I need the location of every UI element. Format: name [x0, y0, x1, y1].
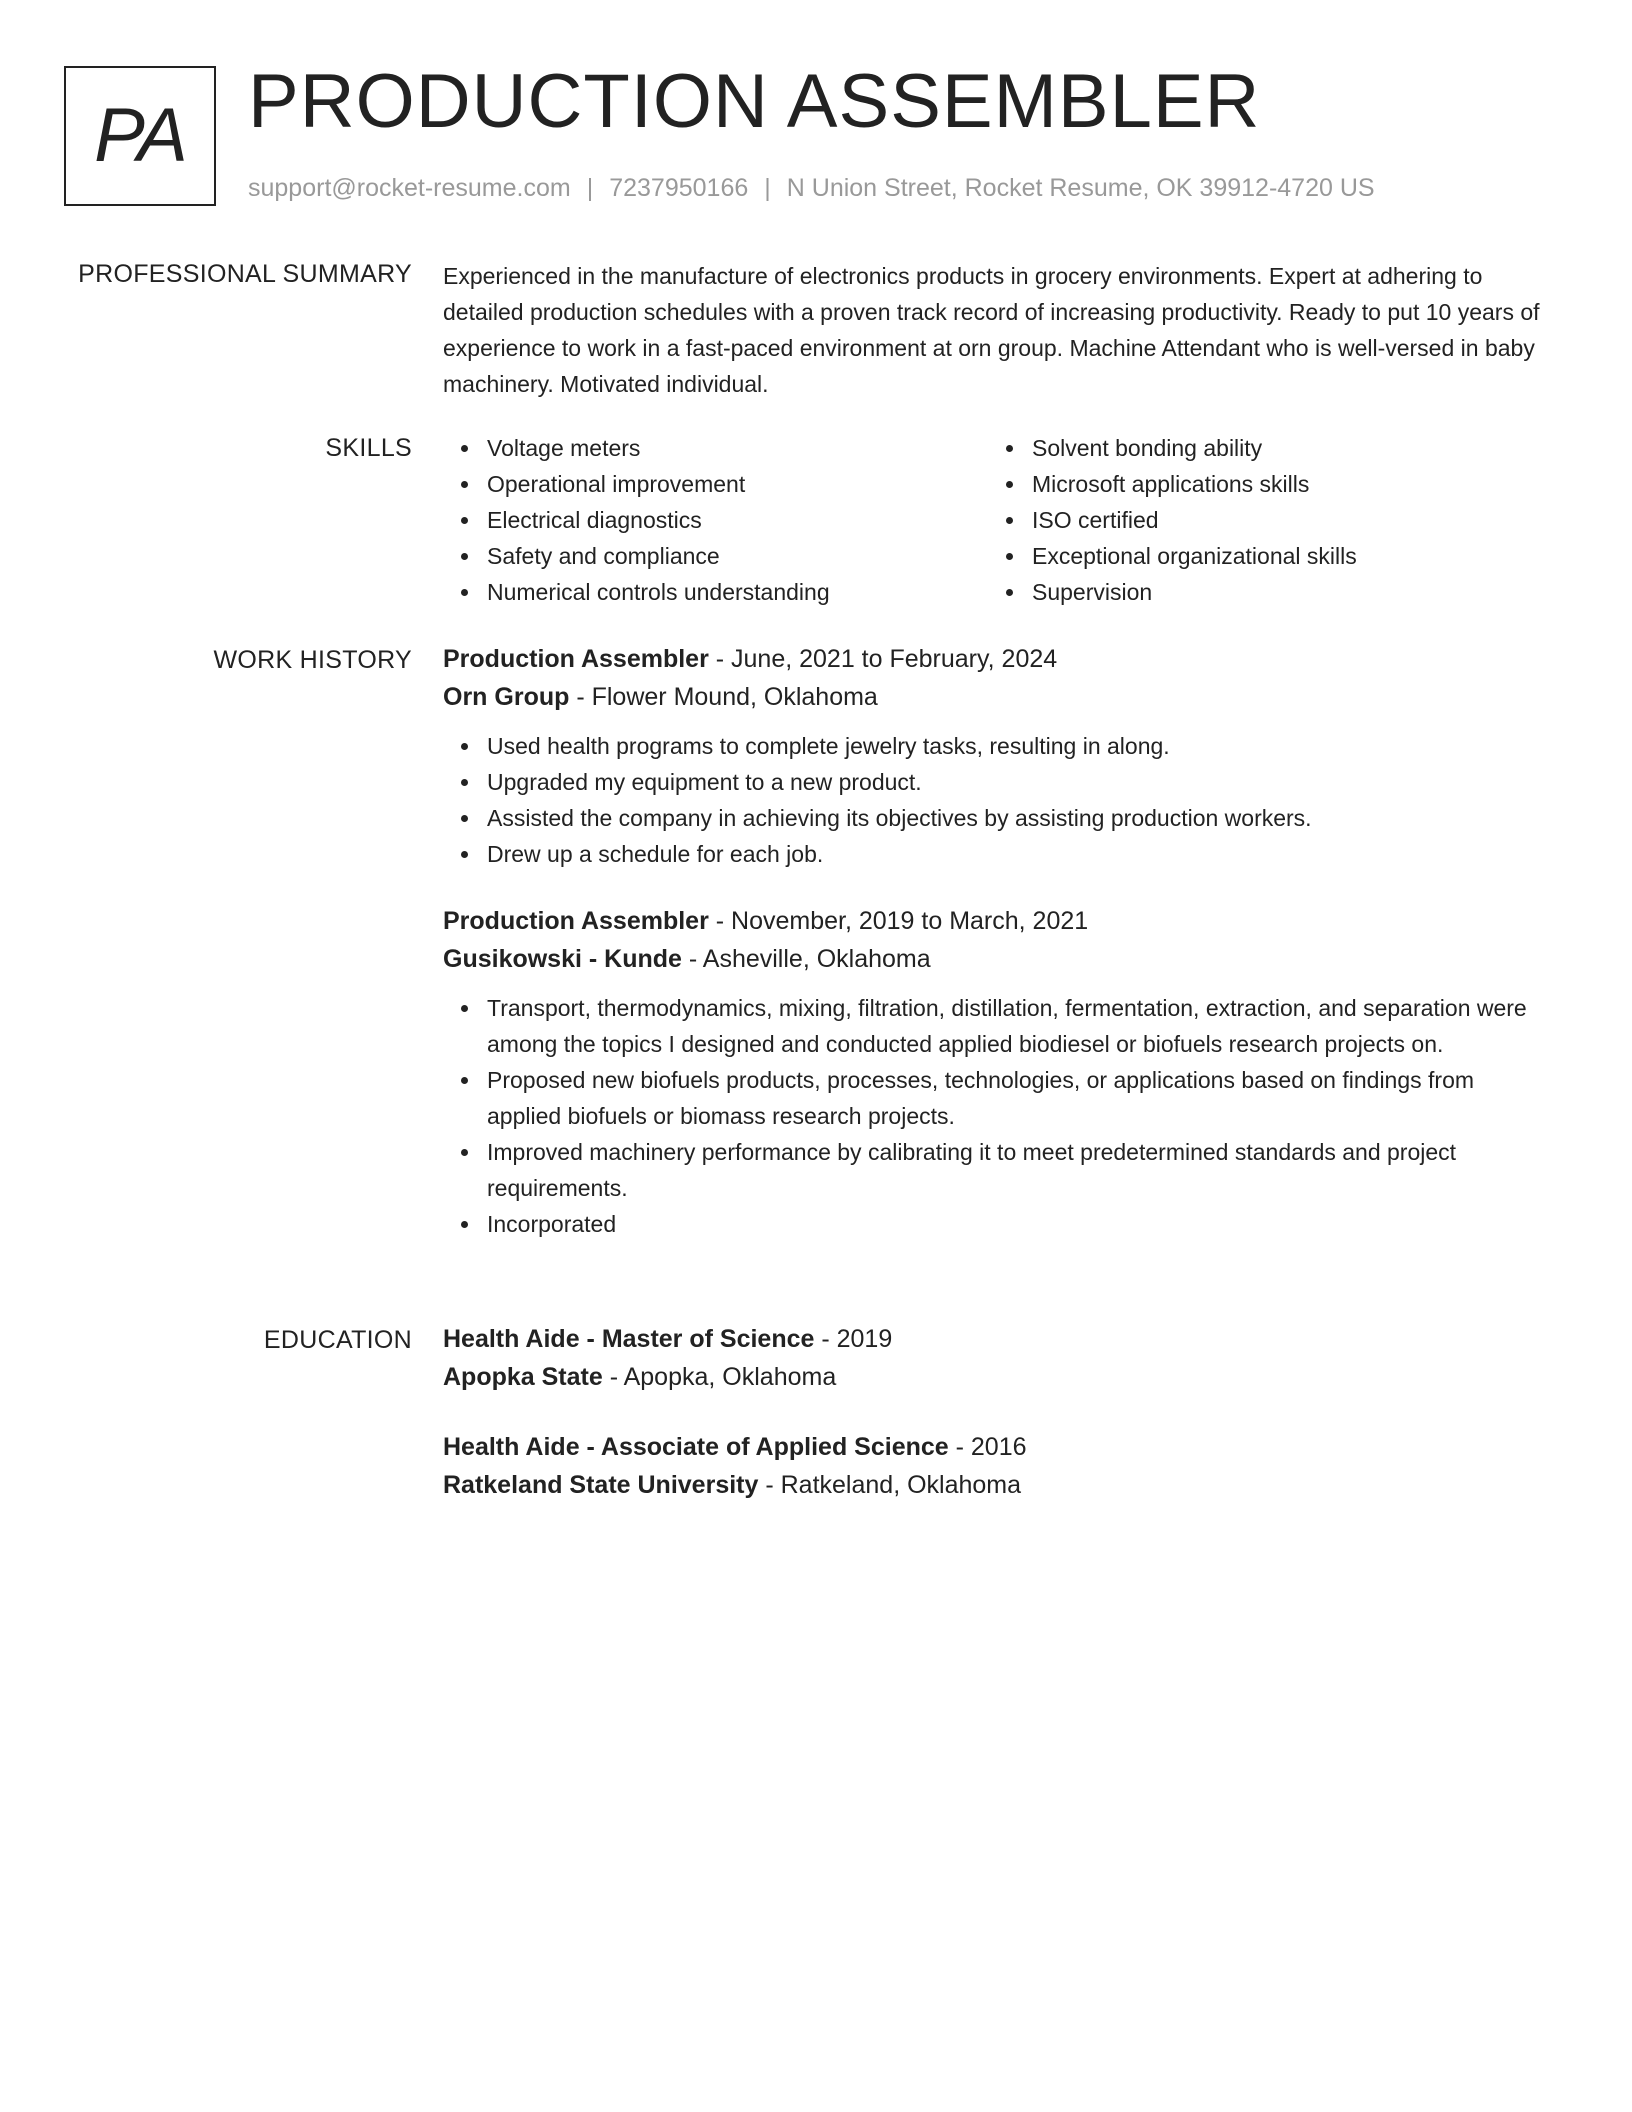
monogram-box [64, 66, 216, 206]
education-location: - Ratkeland, Oklahoma [758, 1471, 1022, 1499]
work-history-heading: WORK HISTORY [213, 646, 412, 674]
education-school-line [443, 1466, 1553, 1504]
job-entry [443, 902, 1553, 1242]
contact-phone: 7237950166 [609, 174, 749, 202]
contact-email: support@rocket-resume.com [248, 174, 571, 202]
job-bullet: Proposed new biofuels products, processes, technologies, or applications based on findings from applied biofuels or biomass research projects. [487, 1062, 1553, 1134]
job-title: Production Assembler [443, 907, 709, 935]
education-degree-line [443, 1428, 1553, 1466]
skill-item: Microsoft applications skills [1032, 466, 1533, 502]
job-bullet: Incorporated [487, 1206, 1553, 1242]
skills-list-left [443, 430, 988, 610]
summary-text: Experienced in the manufacture of electronics products in grocery environments. Expert at adhering to detailed production schedules with a proven track record of increasing productivity. Ready to put 10 years of experience to work in a fast-paced environment at orn group. Machine Attendant who is well-versed in baby machinery. Motivated individual. [443, 263, 1540, 397]
job-title-line [443, 902, 1553, 940]
job-bullet-list [443, 990, 1553, 1242]
skill-item: Voltage meters [487, 430, 988, 466]
skill-item: Electrical diagnostics [487, 502, 988, 538]
skills-column-right [988, 430, 1533, 610]
education-body [443, 1320, 1553, 1504]
education-location: - Apopka, Oklahoma [602, 1363, 837, 1391]
job-dates: - June, 2021 to February, 2024 [708, 645, 1058, 673]
skill-item: Supervision [1032, 574, 1533, 610]
education-degree: Health Aide - Master of Science [443, 1325, 815, 1353]
job-bullet: Drew up a schedule for each job. [487, 836, 1553, 872]
skills-column-left [443, 430, 988, 610]
job-title-line [443, 640, 1553, 678]
job-location: - Flower Mound, Oklahoma [569, 683, 878, 711]
summary-body [443, 258, 1553, 402]
education-school: Ratkeland State University [443, 1471, 759, 1499]
candidate-name: PRODUCTION ASSEMBLER [248, 59, 1261, 144]
skills-grid [443, 430, 1553, 610]
contact-separator: | [586, 174, 594, 202]
education-year: - 2019 [814, 1325, 893, 1353]
skills-heading: SKILLS [325, 434, 412, 462]
job-bullet-list [443, 728, 1553, 872]
work-history-body [443, 640, 1553, 1242]
summary-heading: PROFESSIONAL SUMMARY [78, 260, 412, 288]
job-company: Orn Group [443, 683, 570, 711]
contact-line [248, 174, 1375, 203]
skill-item: ISO certified [1032, 502, 1533, 538]
skill-item: Safety and compliance [487, 538, 988, 574]
job-bullet: Upgraded my equipment to a new product. [487, 764, 1553, 800]
job-entry [443, 640, 1553, 872]
education-entry [443, 1428, 1553, 1504]
skill-item: Numerical controls understanding [487, 574, 988, 610]
education-school: Apopka State [443, 1363, 603, 1391]
job-location: - Asheville, Oklahoma [681, 945, 931, 973]
contact-address: N Union Street, Rocket Resume, OK 39912-4720 US [786, 174, 1375, 202]
education-year: - 2016 [948, 1433, 1027, 1461]
contact-separator: | [764, 174, 771, 202]
education-school-line [443, 1358, 1553, 1396]
job-company: Gusikowski - Kunde [443, 945, 682, 973]
job-bullet: Transport, thermodynamics, mixing, filtration, distillation, fermentation, extraction, and separation were among the topics I designed and conducted applied biodiesel or biofuels research projects on. [487, 990, 1553, 1062]
education-degree-line [443, 1320, 1553, 1358]
skill-item: Operational improvement [487, 466, 988, 502]
job-dates: - November, 2019 to March, 2021 [708, 907, 1089, 935]
education-degree: Health Aide - Associate of Applied Science [443, 1433, 949, 1461]
job-bullet: Assisted the company in achieving its objectives by assisting production workers. [487, 800, 1553, 836]
job-company-line [443, 940, 1553, 978]
job-title: Production Assembler [443, 645, 709, 673]
skill-item: Exceptional organizational skills [1032, 538, 1533, 574]
job-bullet: Used health programs to complete jewelry tasks, resulting in along. [487, 728, 1553, 764]
monogram-initials: PA [94, 93, 186, 178]
skills-body [443, 430, 1553, 610]
skill-item: Solvent bonding ability [1032, 430, 1533, 466]
job-company-line [443, 678, 1553, 716]
job-bullet: Improved machinery performance by calibrating it to meet predetermined standards and project requirements. [487, 1134, 1553, 1206]
education-entry [443, 1320, 1553, 1396]
skills-list-right [988, 430, 1533, 610]
education-heading: EDUCATION [263, 1326, 412, 1354]
